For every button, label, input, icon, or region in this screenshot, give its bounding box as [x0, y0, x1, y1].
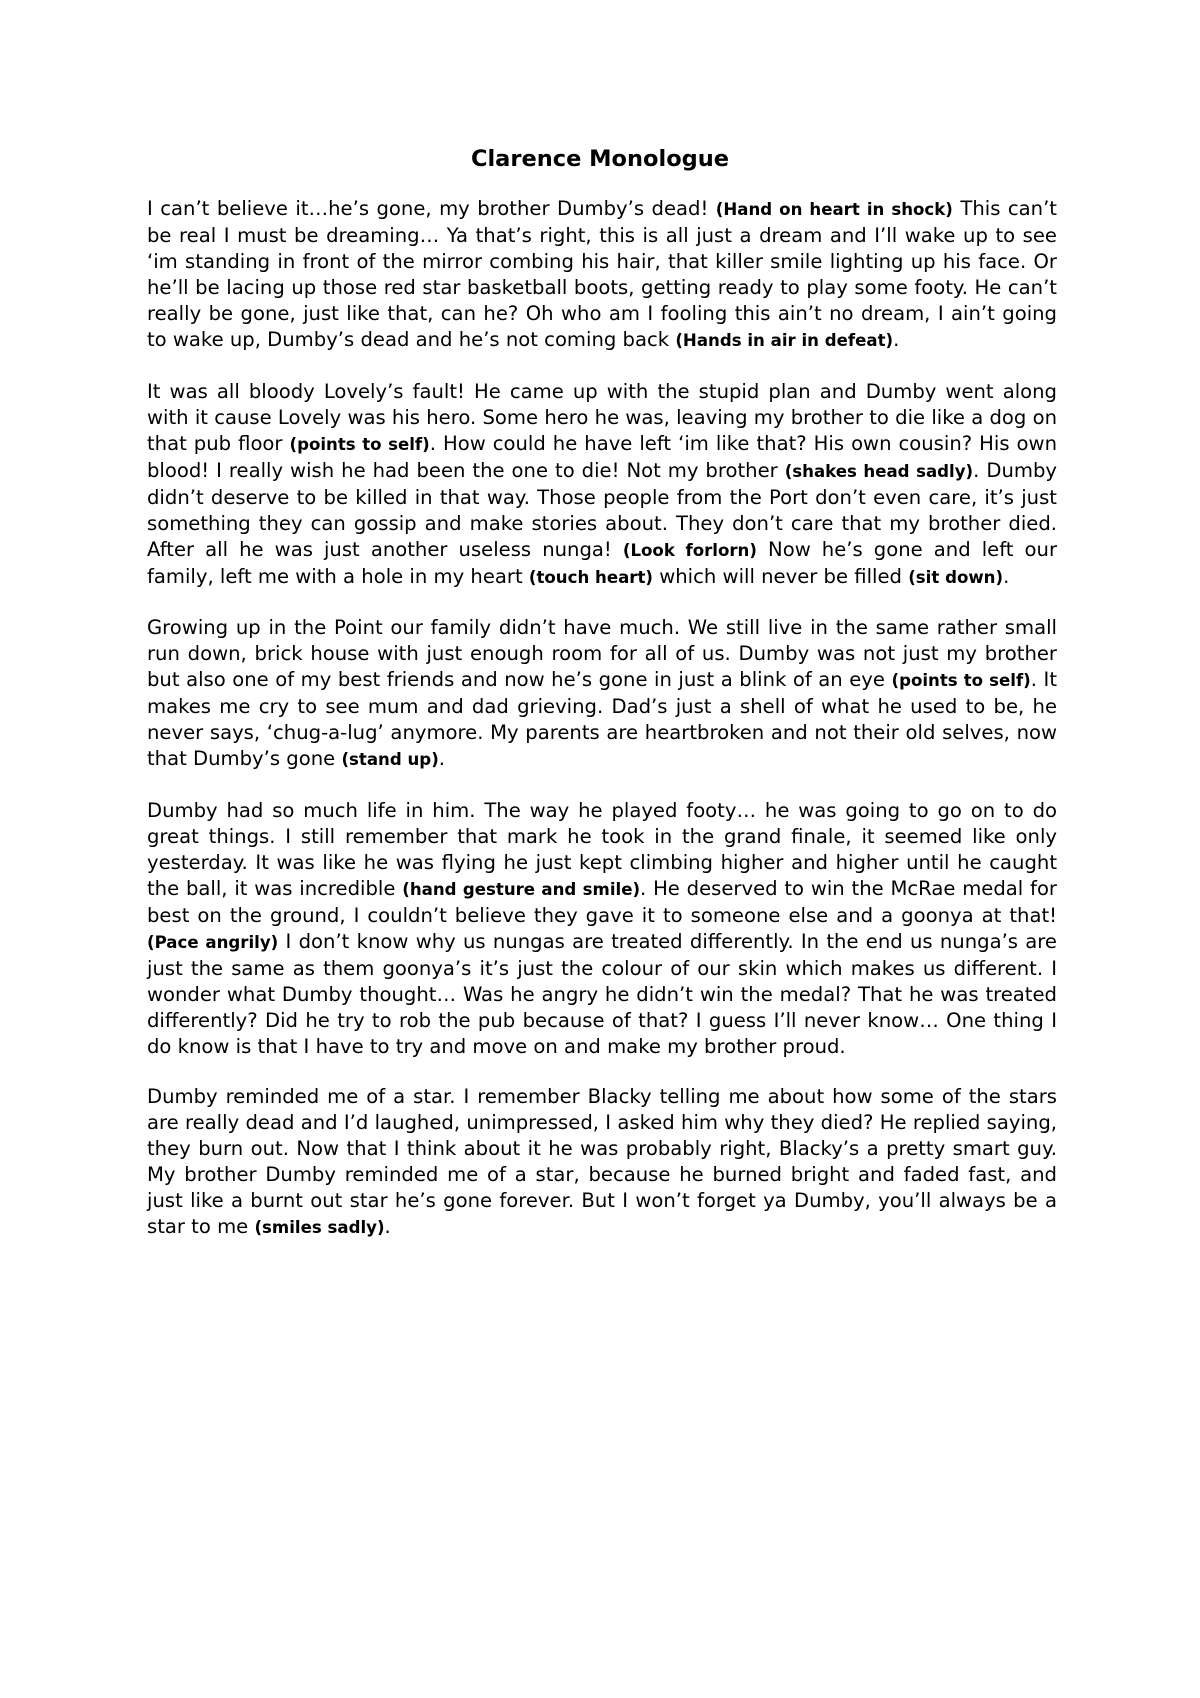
dialogue-text: It was all bloody Lovely’s fault! He came up with the stupid plan and Dumby went along with it cause Lovely was his hero. Some hero he was, leaving my brother to die like a dog on that pub floor — [147, 379, 1057, 455]
dialogue-text: . It makes me cry to see mum and dad grieving. Dad’s just a shell of what he used to be, he never says, ‘chug-a-lug’ anymore. My parents are heartbroken and not their old selves, now that Dumby’s gone — [147, 668, 1058, 770]
dialogue-text: . — [893, 328, 900, 351]
stage-direction: (hand gesture and smile) — [402, 879, 641, 899]
dialogue-text: This can’t be real I must be dreaming… Ya that’s right, this is all just a dream and I’ll wake up to see ‘im standing in front of the mirror combing his hair, that killer smile lighting up his face. Or he’ll be lacing up those red star basketball boots, getting ready to play some footy. He can’t really be gone, just like that, can he? Oh who am I fooling this ain’t no dream, I ain’t going to wake up, Dumby’s dead and he’s not coming back — [147, 197, 1057, 351]
stage-direction: (points to self) — [891, 671, 1031, 690]
dialogue-text: Dumby reminded me of a star. I remember Blacky telling me about how some of the stars are really dead and I’d laughed, unimpressed, I asked him why they died? He replied saying, they burn out. Now that I think about it he was probably right, Blacky’s a pretty smart guy. My brother Dumby reminded me of a star, because he burned bright and faded fast, and just like a burnt out star he’s gone forever. But I won’t forget ya Dumby, you’ll always be a star to me — [147, 1085, 1057, 1238]
dialogue-text: Growing up in the Point our family didn’t have much. We still live in the same rather small run down, brick house with just enough room for all of us. Dumby was not just my brother but also one of my best friends and now he’s gone in just a blink of an eye — [147, 616, 1057, 691]
dialogue-text: . — [1003, 564, 1010, 588]
monologue-paragraph — [147, 615, 1057, 773]
monologue-paragraph — [147, 379, 1057, 591]
monologue-paragraph — [147, 196, 1057, 354]
monologue-paragraph — [147, 1084, 1057, 1241]
stage-direction: (smiles sadly) — [254, 1218, 385, 1237]
stage-direction: (Look forlorn) — [622, 540, 757, 560]
stage-direction: (points to self) — [289, 434, 430, 454]
dialogue-text: I can’t believe it…he’s gone, my brother Dumby’s dead! — [147, 197, 716, 220]
dialogue-text: . — [384, 1215, 391, 1238]
stage-direction: (stand up) — [341, 750, 439, 769]
dialogue-text: . He deserved to win the McRae medal for best on the ground, I couldn’t believe they gave it to someone else and a goonya at that! — [147, 876, 1057, 927]
stage-direction: (Hands in air in defeat) — [675, 331, 894, 350]
monologue-body — [147, 196, 1057, 1266]
monologue-paragraph — [147, 798, 1057, 1060]
document-title: Clarence Monologue — [470, 146, 730, 172]
stage-direction: (Pace angrily) — [147, 932, 279, 952]
dialogue-text: . — [438, 747, 446, 770]
stage-direction: (sit down) — [908, 567, 1004, 587]
dialogue-text: . Dumby didn’t deserve to be killed in that way. Those people from the Port don’t even care, it’s just something they can gossip and make stories about. They don’t care that my brother died. After all he was just another useless nunga! — [147, 458, 1057, 561]
dialogue-text: I don’t know why us nungas are treated differently. In the end us nunga’s are just the same as them goonya’s it’s just the colour of our skin which makes us different. I wonder what Dumby thought… Was he angry he didn’t win the medal? That he was treated differently? Did he try to rob the pub because of that? I guess I’ll never know… One thing I do know is that I have to try and move on and make my brother proud. — [147, 929, 1057, 1058]
stage-direction: (shakes head sadly) — [784, 461, 974, 481]
dialogue-text: Dumby had so much life in him. The way he played footy… he was going to go on to do great things. I still remember that mark he took in the grand finale, it seemed like only yesterday. It was like he was flying he just kept climbing higher and higher until he caught the ball, it was incredible — [147, 798, 1057, 900]
stage-direction: (Hand on heart in shock) — [715, 200, 953, 219]
dialogue-text: which will never be filled — [653, 564, 909, 588]
stage-direction: (touch heart) — [528, 567, 654, 587]
dialogue-text: Now he’s gone and left our family, left me with a hole in my heart — [147, 537, 1058, 588]
dialogue-text: . How could he have left ‘im like that? His own cousin? His own blood! I really wish he had been the one to die! Not my brother — [147, 431, 1057, 482]
